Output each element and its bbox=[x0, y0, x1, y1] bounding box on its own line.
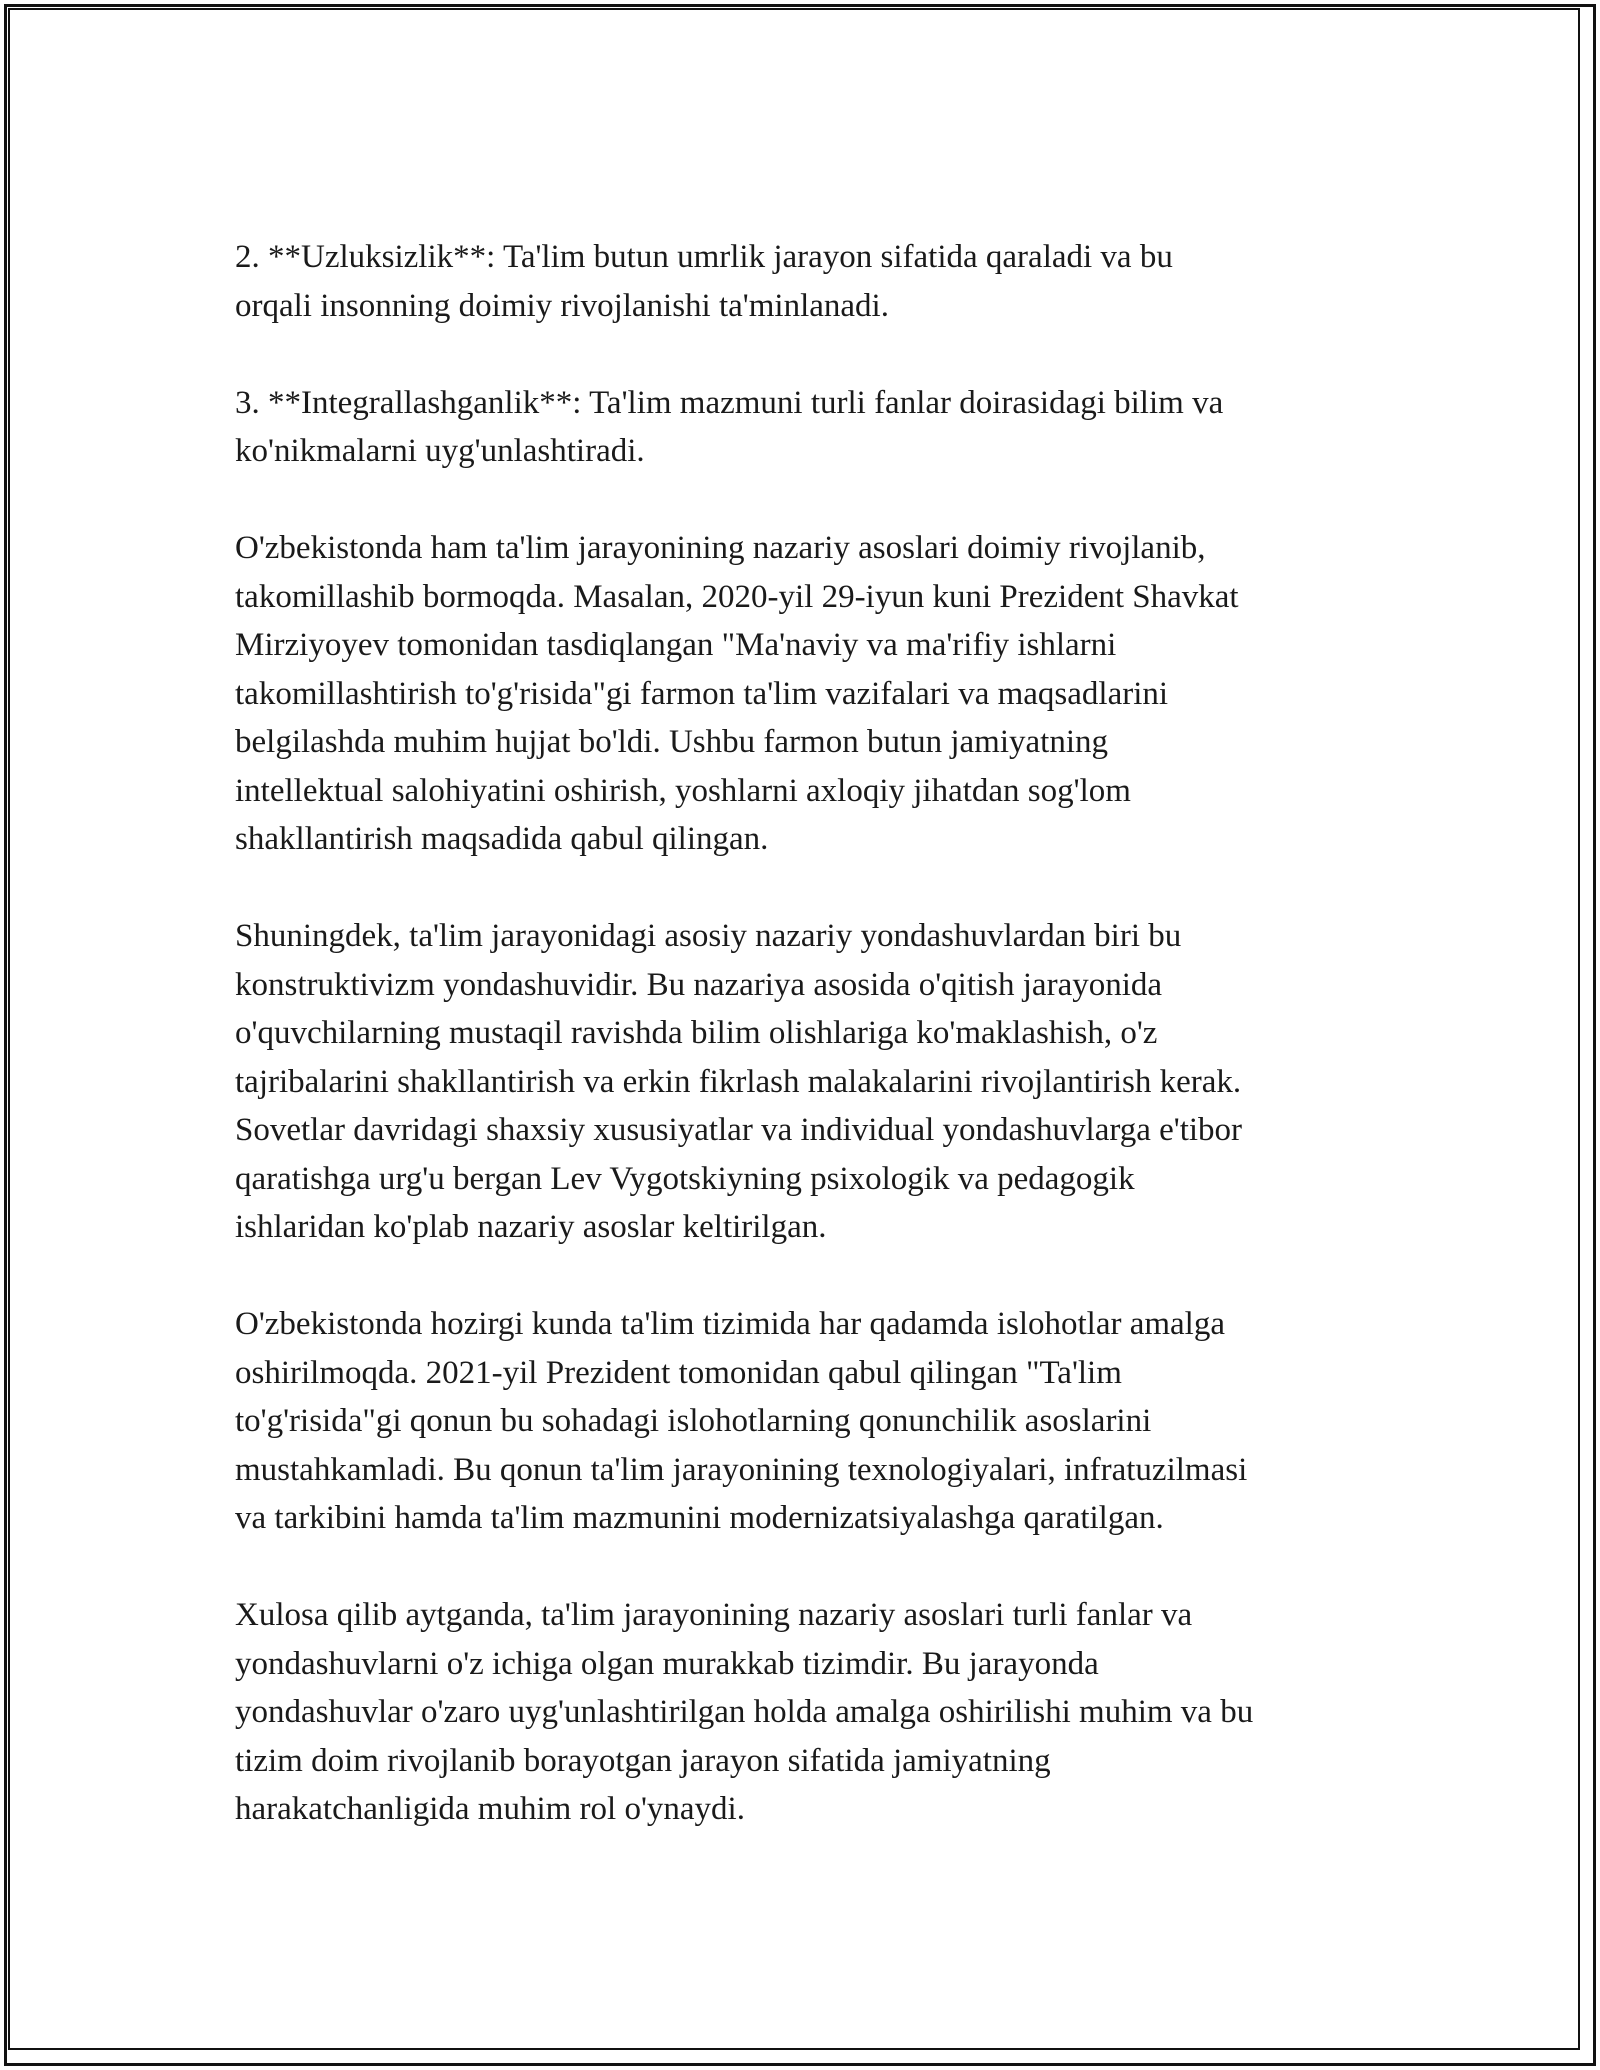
paragraph-conclusion: Xulosa qilib aytganda, ta'lim jarayonining nazariy asoslari turli fanlar va yondashuvlarni o'z ichiga olgan murakkab tizimdir. Bu jarayonda yondashuvlar o'zaro uyg'unlashtirilgan holda amalga oshirilishi muhim va bu tizim doim rivojlanib borayotgan jarayon sifatida jamiyatning harakatchanligida muhim rol o'ynaydi. bbox=[235, 1597, 1254, 1827]
paragraph-integrallashganlik: 3. **Integrallashganlik**: Ta'lim mazmuni turli fanlar doirasidagi bilim va ko'nikmalarni uyg'unlashtiradi. bbox=[235, 384, 1224, 469]
paragraph-reforms: O'zbekistonda hozirgi kunda ta'lim tizimida har qadamda islohotlar amalga oshirilmoqda. 2021-yil Prezident tomonidan qabul qilingan "Ta'lim to'g'risida"gi qonun bu sohadagi islohotlarning qonunchilik asoslarini mustahkamladi. Bu qonun ta'lim jarayonining texnologiyalari, infratuzilmasi va tarkibini hamda ta'lim mazmunini modernizatsiyalashga qaratilgan. bbox=[235, 1306, 1248, 1536]
document-body bbox=[235, 233, 1375, 1834]
paragraph-uzluksizlik: 2. **Uzluksizlik**: Ta'lim butun umrlik jarayon sifatida qaraladi va bu orqali insonning doimiy rivojlanishi ta'minlanadi. bbox=[235, 239, 1173, 324]
paragraph-uzbekistan-theory: O'zbekistonda ham ta'lim jarayonining nazariy asoslari doimiy rivojlanib, takomillashib bormoqda. Masalan, 2020-yil 29-iyun kuni Prezident Shavkat Mirziyoyev tomonidan tasdiqlangan "Ma'naviy va ma'rifiy ishlarni takomillashtirish to'g'risida"gi farmon ta'lim vazifalari va maqsadlarini belgilashda muhim hujjat bo'ldi. Ushbu farmon butun jamiyatning intellektual salohiyatini oshirish, yoshlarni axloqiy jihatdan sog'lom shakllantirish maqsadida qabul qilingan. bbox=[235, 530, 1239, 857]
paragraph-constructivism: Shuningdek, ta'lim jarayonidagi asosiy nazariy yondashuvlardan biri bu konstruktivizm yondashuvidir. Bu nazariya asosida o'qitish jarayonida o'quvchilarning mustaqil ravishda bilim olishlariga ko'maklashish, o'z tajribalarini shakllantirish va erkin fikrlash malakalarini rivojlantirish kerak. Sovetlar davridagi shaxsiy xususiyatlar va individual yondashuvlarga e'tibor qaratishga urg'u bergan Lev Vygotskiyning psixologik va pedagogik ishlaridan ko'plab nazariy asoslar keltirilgan. bbox=[235, 918, 1243, 1245]
